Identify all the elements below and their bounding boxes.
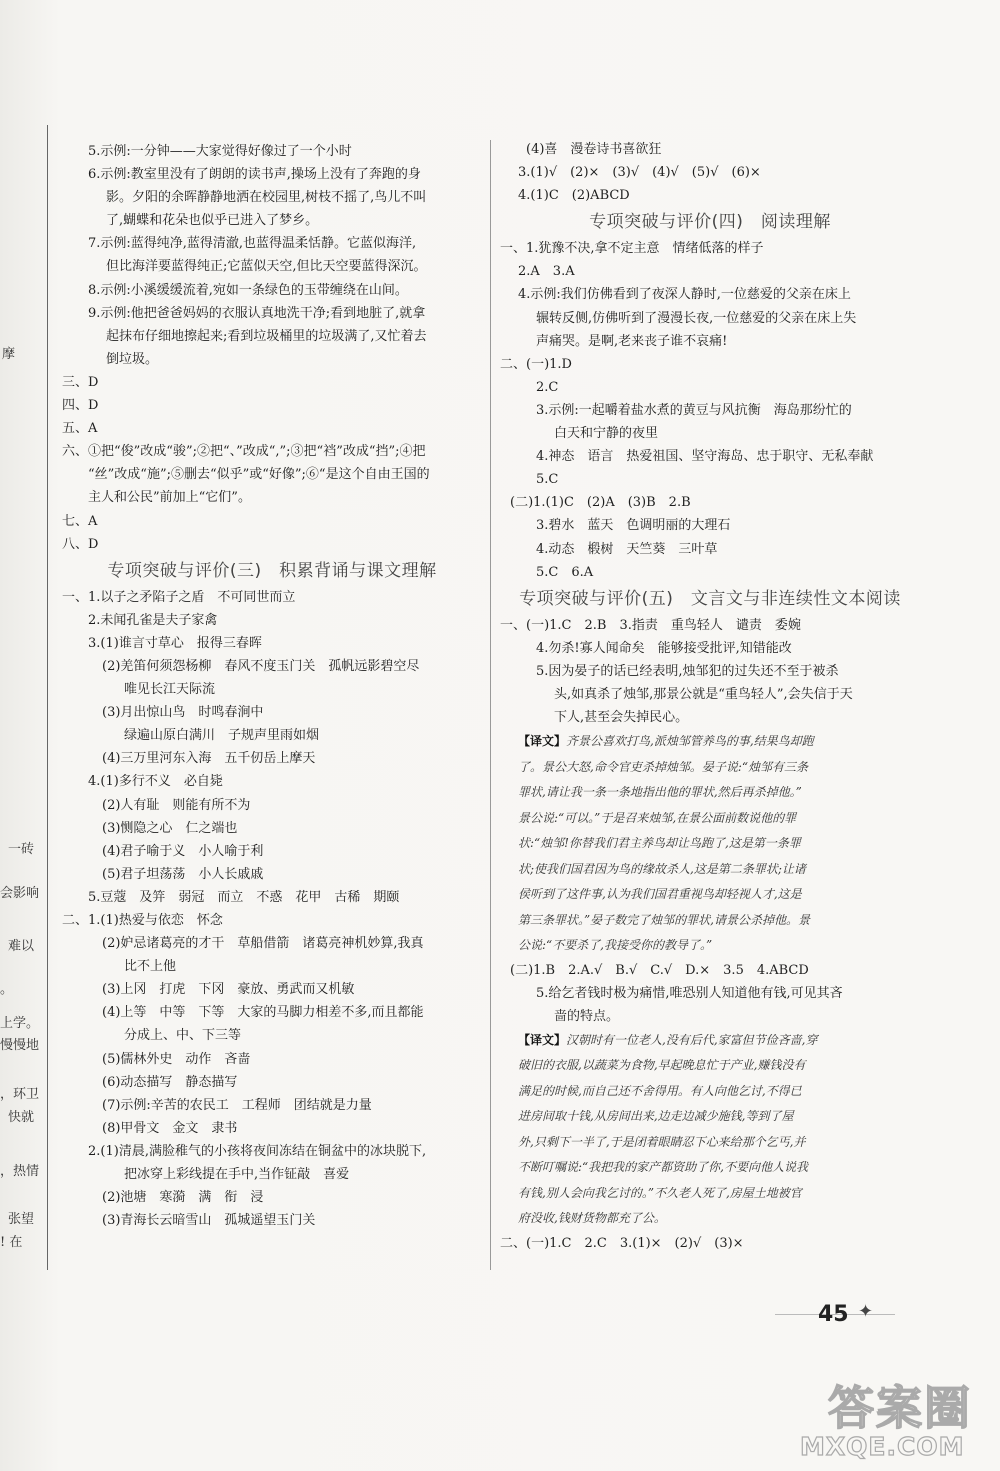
answer-line: 9.示例:他把爸爸妈妈的衣服认真地洗干净;看到地脏了,就拿 bbox=[88, 305, 426, 321]
translation-text: 外,只剩下一半了,于是闭着眼睛忍下心来给那个乞丐,并 bbox=[518, 1134, 806, 1149]
answer-line: (2)人有耻 则能有所不为 bbox=[102, 797, 251, 813]
answer-line: 三、D bbox=[62, 374, 99, 390]
translation-text: 第三条罪状。”晏子数完了烛邹的罪状,请景公杀掉他。景 bbox=[518, 912, 810, 927]
gutter-fragment: 快就 bbox=[8, 1110, 35, 1125]
answer-line: 了,蝴蝶和花朵也似乎已进入了梦乡。 bbox=[106, 213, 319, 229]
answer-line: 五、A bbox=[62, 421, 98, 437]
answer-line: 下人,甚至会失掉民心。 bbox=[554, 710, 689, 726]
translation-text: 侯听到了这件事,认为我们国君重视鸟却轻视人才,这是 bbox=[518, 887, 802, 902]
translation-line bbox=[500, 1028, 920, 1054]
answer-line: 5.给乞者钱时极为痛惜,唯恐别人知道他有钱,可见其吝 bbox=[536, 985, 843, 1001]
answer-line: (5)儒林外史 动作 吝啬 bbox=[102, 1051, 251, 1067]
translation-label: 【译文】 bbox=[518, 1032, 567, 1047]
gutter-fragment: 。 bbox=[0, 982, 14, 997]
translation-text: 破旧的衣服,以蔬菜为食物,早起晚息忙于产业,赚钱没有 bbox=[518, 1058, 806, 1073]
translation-line bbox=[500, 1104, 920, 1130]
translation-line bbox=[500, 729, 920, 755]
answer-line: 二、(一)1.C 2.C 3.(1)× (2)√ (3)× bbox=[500, 1235, 744, 1251]
answer-line: 六、①把“俊”改成“骏”;②把“、”改成“,”;③把“裆”改成“挡”;④把 bbox=[62, 444, 426, 460]
translation-text: 了。景公大怒,命令官吏杀掉烛邹。晏子说:“烛邹有三条 bbox=[518, 759, 808, 774]
translation-text: 不断叮嘱说:“我把我的家产都资助了你,不要向他人说我 bbox=[518, 1160, 808, 1175]
answer-line: (5)君子坦荡荡 小人长戚戚 bbox=[102, 866, 264, 882]
translation-line bbox=[500, 1155, 920, 1181]
translation-line bbox=[500, 806, 920, 832]
gutter-line bbox=[47, 125, 48, 1270]
answer-line: 白天和宁静的夜里 bbox=[554, 426, 659, 442]
gutter-fragment: 张望 bbox=[8, 1212, 35, 1227]
answer-line: (3)青海长云暗雪山 孤城遥望玉门关 bbox=[102, 1213, 316, 1229]
answer-line: 起抹布仔细地擦起来;看到垃圾桶里的垃圾满了,又忙着去 bbox=[106, 328, 427, 344]
answer-line: (2)羌笛何须怨杨柳 春风不度玉门关 孤帆远影碧空尽 bbox=[102, 658, 420, 674]
answer-line: 2.未闻孔雀是夫子家禽 bbox=[88, 612, 218, 628]
section-heading: 专项突破与评价(四) 阅读理解 bbox=[589, 212, 831, 233]
answer-line: (8)甲骨文 金文 隶书 bbox=[102, 1120, 238, 1136]
answer-line: 5.C bbox=[536, 472, 559, 488]
translation-line bbox=[500, 1206, 920, 1232]
gutter-fragment: 慢慢地 bbox=[0, 1038, 40, 1053]
answer-line: 一、1.以子之矛陷子之盾 不可同世而立 bbox=[62, 589, 296, 605]
answer-line: 4.(1)多行不义 必自毙 bbox=[88, 774, 223, 790]
answer-line: 但比海洋要蓝得纯正;它蓝似天空,但比天空要蓝得深沉。 bbox=[106, 259, 427, 275]
translation-line bbox=[500, 882, 920, 908]
answer-line: 4.神态 语言 热爱祖国、坚守海岛、忠于职守、无私奉献 bbox=[536, 449, 874, 465]
answer-line: 倒垃圾。 bbox=[106, 351, 159, 367]
translation-text: 景公说:“可以。”于是召来烛邹,在景公面前数说他的罪 bbox=[518, 810, 797, 825]
answer-line: (3)月出惊山鸟 时鸣春涧中 bbox=[102, 705, 264, 721]
answer-line: 3.示例:一起嚼着盐水煮的黄豆与风抗衡 海岛那纷忙的 bbox=[536, 402, 852, 418]
right-answer-column bbox=[500, 138, 920, 1255]
translation-label: 【译文】 bbox=[518, 734, 567, 749]
section-heading: 专项突破与评价(五) 文言文与非连续性文本阅读 bbox=[519, 588, 901, 609]
answer-line: 二、1.(1)热爱与依恋 怀念 bbox=[62, 913, 223, 928]
answer-line: (2)妒忌诸葛亮的才干 草船借箭 诸葛亮神机妙算,我真 bbox=[102, 936, 424, 952]
translation-text: 齐景公喜欢打鸟,派烛邹管养鸟的事,结果鸟却跑 bbox=[566, 734, 814, 749]
translation-line bbox=[500, 1053, 920, 1079]
gutter-fragment: ，环卫 bbox=[0, 1087, 40, 1102]
translation-text: 府没收,钱财货物都充了公。 bbox=[518, 1211, 666, 1226]
translation-line bbox=[500, 1181, 920, 1207]
gutter-fragment: 上学。 bbox=[0, 1016, 40, 1031]
translation-line bbox=[500, 780, 920, 806]
translation-text: 汉朝时有一位老人,没有后代,家富但节俭吝啬,穿 bbox=[566, 1032, 818, 1047]
answer-line: 3.(1)谁言寸草心 报得三春晖 bbox=[88, 635, 262, 651]
answer-line: 4.示例:我们仿佛看到了夜深人静时,一位慈爱的父亲在床上 bbox=[518, 287, 851, 303]
page-number: 45 bbox=[818, 1302, 849, 1327]
answer-line: 头,如真杀了烛邹,那景公就是“重鸟轻人”,会失信于天 bbox=[554, 686, 853, 702]
translation-note-1 bbox=[500, 729, 920, 959]
answer-line: 辗转反侧,仿佛听到了漫漫长夜,一位慈爱的父亲在床上失 bbox=[536, 310, 857, 326]
answer-line: 分成上、中、下三等 bbox=[124, 1028, 242, 1044]
translation-text: 进房间取十钱,从房间出来,边走边减少施钱,等到了屋 bbox=[518, 1109, 794, 1124]
translation-line bbox=[500, 857, 920, 883]
translation-line bbox=[500, 1079, 920, 1105]
translation-note-2 bbox=[500, 1028, 920, 1232]
answer-line: 一、(一)1.C 2.B 3.指责 重鸟轻人 谴责 委婉 bbox=[500, 617, 801, 633]
answer-line: 一、1.犹豫不决,拿不定主意 情绪低落的样子 bbox=[500, 241, 764, 257]
answer-line: (二)1.(1)C (2)A (3)B 2.B bbox=[510, 495, 691, 511]
section-heading: 专项突破与评价(三) 积累背诵与课文理解 bbox=[107, 560, 437, 581]
answer-line: 七、A bbox=[62, 513, 98, 529]
gutter-fragment: 会影响 bbox=[0, 886, 40, 901]
answer-line: (3)恻隐之心 仁之端也 bbox=[102, 820, 238, 836]
answer-line: (4)君子喻于义 小人喻于利 bbox=[102, 843, 264, 859]
answer-line: 5.因为晏子的话已经表明,烛邹犯的过失还不至于被杀 bbox=[536, 663, 839, 679]
translation-text: 有钱,别人会向我乞讨的。”不久老人死了,房屋土地被官 bbox=[518, 1185, 802, 1200]
translation-text: 满足的时候,而自己还不舍得用。有人向他乞讨,不得已 bbox=[518, 1083, 802, 1098]
answer-line: 7.示例:蓝得纯净,蓝得清澈,也蓝得温柔恬静。它蓝似海洋, bbox=[88, 236, 417, 252]
answer-line: 5.C 6.A bbox=[536, 564, 594, 580]
translation-text: 罪状,请让我一条一条地指出他的罪状,然后再杀掉他。” bbox=[518, 785, 802, 800]
answer-line: (3)上冈 打虎 下冈 豪放、勇武而又机敏 bbox=[102, 982, 355, 998]
answer-line: 把冰穿上彩线提在手中,当作钲敲 喜爱 bbox=[124, 1167, 350, 1183]
answer-line: 4.勿杀!寡人闻命矣 能够接受批评,知错能改 bbox=[536, 640, 792, 656]
translation-line bbox=[500, 1130, 920, 1156]
column-divider bbox=[490, 140, 491, 1270]
answer-line: (6)动态描写 静态描写 bbox=[102, 1074, 238, 1090]
answer-line: 影。夕阳的余晖静静地洒在校园里,树枝不摇了,鸟儿不叫 bbox=[106, 190, 427, 206]
answer-line: 5.示例:一分钟——大家觉得好像过了一个小时 bbox=[88, 144, 352, 159]
translation-text: 状:“烛邹!你替我们君主养鸟却让鸟跑了,这是第一条罪 bbox=[518, 836, 801, 851]
answer-line: 二、(一)1.D bbox=[500, 356, 572, 372]
gutter-fragment: 一砖 bbox=[8, 842, 35, 857]
answer-line: 啬的特点。 bbox=[554, 1008, 620, 1024]
answer-line: (4)三万里河东入海 五千仞岳上摩天 bbox=[102, 751, 316, 767]
gutter-fragment: 难以 bbox=[8, 939, 35, 954]
answer-line: 比不上他 bbox=[124, 959, 177, 975]
watermark bbox=[760, 1372, 990, 1464]
answer-line: 绿遍山原白满川 子规声里雨如烟 bbox=[124, 728, 320, 744]
translation-text: 公说:“不要杀了,我接受你的教导了。” bbox=[518, 938, 713, 953]
answer-line: 2.(1)清晨,满脸稚气的小孩将夜间冻结在铜盆中的冰块脱下, bbox=[88, 1143, 427, 1159]
answer-line: 6.示例:教室里没有了朗朗的读书声,操场上没有了奔跑的身 bbox=[88, 167, 421, 183]
star-icon: ✦ bbox=[858, 1301, 874, 1322]
answer-line: 主人和公民”前加上“它们”。 bbox=[88, 490, 251, 506]
translation-text: 状;使我们国君因为鸟的缘故杀人,这是第二条罪状;让诸 bbox=[518, 861, 806, 876]
answer-line: 2.C bbox=[536, 379, 559, 395]
answer-line: (7)示例:辛苦的农民工 工程师 团结就是力量 bbox=[102, 1097, 372, 1113]
gutter-fragment: ! 在 bbox=[0, 1235, 23, 1250]
answer-line: (4)喜 漫卷诗书喜欲狂 bbox=[526, 142, 662, 157]
answer-line: 8.示例:小溪缓缓流着,宛如一条绿色的玉带缠绕在山间。 bbox=[88, 282, 408, 298]
answer-line: 3.碧水 蓝天 色调明丽的大理石 bbox=[536, 518, 731, 534]
translation-line bbox=[500, 755, 920, 781]
answer-line: 4.动态 椴树 天竺葵 三叶草 bbox=[536, 541, 718, 557]
answer-line: 四、D bbox=[62, 398, 99, 414]
answer-line: 2.A 3.A bbox=[518, 264, 575, 280]
answer-line: 3.(1)√ (2)× (3)√ (4)√ (5)√ (6)× bbox=[518, 165, 761, 181]
answer-line: 唯见长江天际流 bbox=[124, 682, 216, 698]
answer-line: 八、D bbox=[62, 536, 99, 552]
answer-line: (2)池塘 寒漪 满 衔 浸 bbox=[102, 1190, 264, 1206]
gutter-fragment: ，热情 bbox=[0, 1164, 40, 1179]
translation-line bbox=[500, 933, 920, 959]
answer-line: (4)上等 中等 下等 大家的马脚力相差不多,而且都能 bbox=[102, 1005, 424, 1021]
translation-line bbox=[500, 908, 920, 934]
answer-line: 声痛哭。是啊,老来丧子谁不哀痛! bbox=[536, 333, 728, 349]
watermark-url: MXQE.COM bbox=[800, 1432, 965, 1461]
gutter-fragment: 摩 bbox=[2, 347, 16, 362]
translation-line bbox=[500, 831, 920, 857]
watermark-logo: 答案圈 bbox=[828, 1381, 972, 1435]
answer-line: 4.(1)C (2)ABCD bbox=[518, 188, 630, 204]
answer-line: 5.豆蔻 及笄 弱冠 而立 不惑 花甲 古稀 期颐 bbox=[88, 889, 400, 905]
answer-line: (二)1.B 2.A.√ B.√ C.√ D.× 3.5 4.ABCD bbox=[510, 962, 809, 978]
left-answer-column bbox=[62, 140, 482, 1232]
answer-line: “丝”改成“施”;⑤删去“似乎”或“好像”;⑥“是这个自由王国的 bbox=[88, 467, 430, 483]
